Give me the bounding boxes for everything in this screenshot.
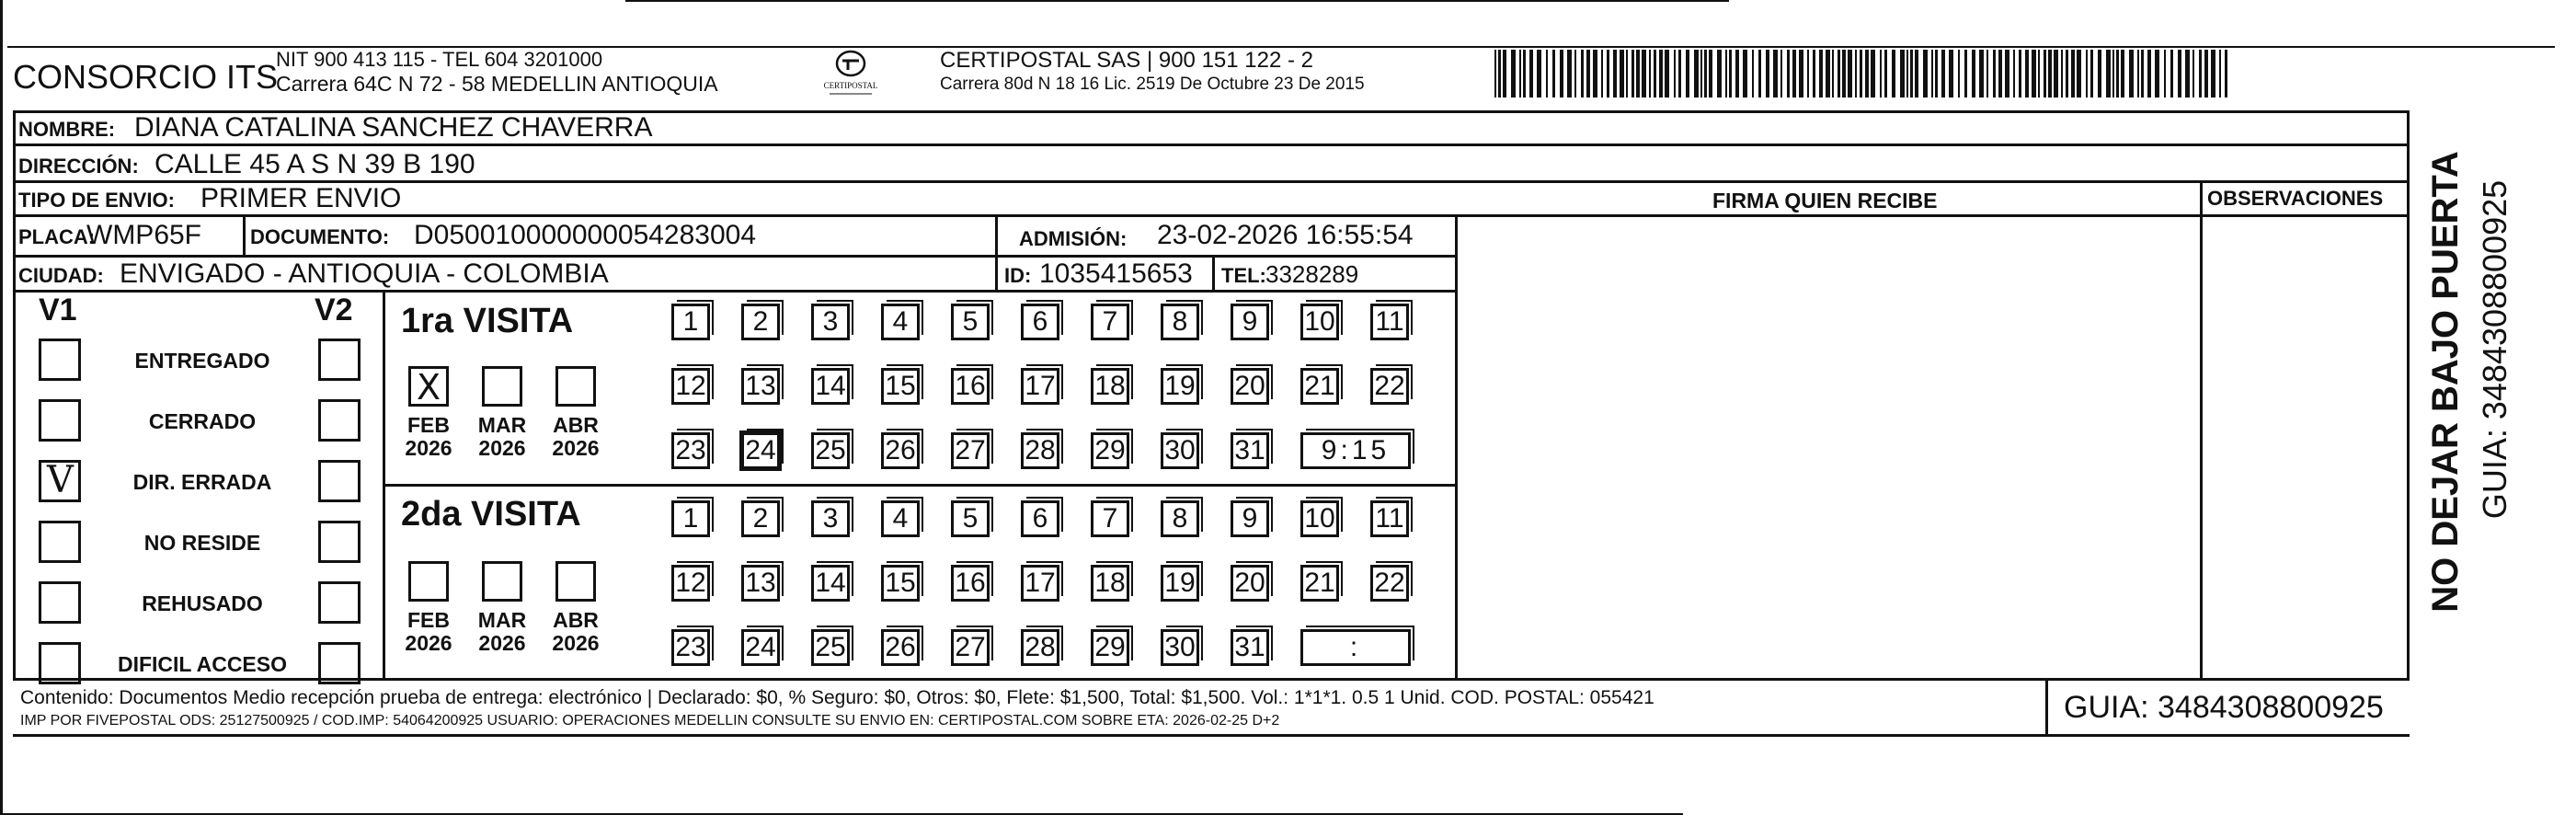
barcode-bar — [1935, 50, 1938, 98]
day-box[interactable]: 25 — [811, 629, 850, 666]
id-value: 1035415653 — [1039, 258, 1193, 289]
month-label: ABR 2026 — [552, 608, 600, 656]
id-label: ID: — [1004, 264, 1032, 287]
day-box[interactable]: 12 — [671, 565, 710, 602]
barcode-bar — [1842, 50, 1846, 98]
day-box[interactable]: 31 — [1231, 629, 1269, 666]
barcode-bar — [1964, 50, 1967, 98]
v1-checkbox[interactable] — [39, 460, 81, 502]
v1-header: V1 — [39, 293, 77, 327]
barcode-bar — [1838, 50, 1840, 98]
day-box[interactable]: 19 — [1161, 368, 1199, 405]
left-edge — [0, 0, 3, 815]
barcode-bar — [1523, 50, 1526, 98]
day-box[interactable]: 6 — [1021, 304, 1059, 340]
barcode-bar — [2048, 50, 2052, 98]
row-line — [13, 143, 2410, 146]
barcode-bar — [2112, 50, 2114, 98]
placa-value: WMP65F — [86, 220, 202, 250]
barcode-bar — [1986, 50, 1988, 98]
direccion-label: DIRECCIÓN: — [18, 155, 139, 178]
barcode-bar — [1813, 50, 1815, 98]
day-box[interactable]: 29 — [1091, 629, 1129, 666]
day-box[interactable]: 29 — [1091, 432, 1129, 469]
day-box[interactable]: 4 — [881, 500, 920, 537]
barcode-bar — [2061, 50, 2063, 98]
barcode-bar — [2066, 50, 2068, 98]
barcode-bar — [1892, 50, 1895, 98]
day-box[interactable]: 9 — [1231, 304, 1269, 340]
guia-side-text: GUIA: 3484308800925 — [2476, 179, 2513, 520]
day-box[interactable]: 31 — [1231, 432, 1269, 469]
day-box[interactable]: 27 — [951, 432, 990, 469]
day-box[interactable]: 3 — [811, 500, 850, 537]
day-box[interactable]: 2 — [741, 304, 780, 340]
barcode-bar — [1787, 50, 1790, 98]
barcode-bar — [1826, 50, 1830, 98]
barcode-bar — [1931, 50, 1933, 98]
barcode-bar — [1915, 50, 1918, 98]
day-box[interactable]: 21 — [1300, 565, 1339, 602]
barcode-bar — [1642, 50, 1646, 98]
barcode-bar — [2106, 50, 2111, 98]
direccion-value: CALLE 45 A S N 39 B 190 — [155, 149, 475, 179]
day-box[interactable]: 10 — [1300, 500, 1339, 537]
v2-header: V2 — [315, 293, 353, 327]
v1-checkbox[interactable] — [39, 642, 81, 684]
day-box[interactable]: 5 — [951, 500, 990, 537]
day-box[interactable]: 6 — [1021, 500, 1059, 537]
barcode-bar — [1923, 50, 1928, 98]
tipo-envio-value: PRIMER ENVIO — [200, 183, 402, 213]
option-label: CERRADO — [148, 409, 257, 433]
barcode-bar — [2178, 50, 2181, 98]
month-mark: X — [417, 367, 441, 408]
barcode-bar — [2199, 50, 2202, 98]
barcode-bar — [1674, 50, 1676, 98]
month-checkbox[interactable] — [555, 561, 596, 602]
company-name: CONSORCIO ITS — [13, 58, 279, 96]
barcode-bar — [1654, 50, 1656, 98]
operator-line-1: CERTIPOSTAL SAS | 900 151 122 - 2 — [940, 48, 1313, 73]
placa-label: PLACA: — [18, 225, 96, 248]
option-label: ENTREGADO — [134, 349, 270, 373]
barcode-bar — [1631, 50, 1634, 98]
day-box[interactable]: 28 — [1021, 629, 1059, 666]
barcode-bar — [1546, 50, 1548, 98]
v2-checkbox[interactable] — [318, 399, 361, 442]
day-box[interactable]: 1 — [671, 500, 710, 537]
col-line — [2200, 180, 2203, 681]
imp-line: IMP POR FIVEPOSTAL ODS: 25127500925 / COD.IMP: 54064200925 USUARIO: OPERACIONES MEDELLIN CONSULTE SU ENVIO EN: CERTIPOSTAL.COM SOBRE ETA: 2026-02-25 D+2 — [20, 713, 1280, 729]
barcode-bar — [1743, 50, 1747, 98]
day-box[interactable]: 20 — [1231, 565, 1269, 602]
day-box[interactable]: 12 — [671, 368, 710, 405]
barcode-bar — [1998, 50, 2002, 98]
col-line — [1455, 214, 1458, 681]
day-box[interactable]: 14 — [811, 565, 850, 602]
v2-checkbox[interactable] — [318, 460, 361, 502]
day-box[interactable]: 1 — [671, 304, 710, 340]
day-box[interactable]: 3 — [811, 304, 850, 340]
month-checkbox[interactable] — [555, 366, 596, 407]
barcode-bar — [2038, 50, 2040, 98]
barcode-bar — [1607, 50, 1609, 98]
barcode-bar — [1665, 50, 1669, 98]
month-label: MAR 2026 — [477, 608, 527, 656]
barcode-bar — [1678, 50, 1681, 98]
barcode-bar — [1717, 50, 1722, 98]
day-box[interactable]: 25 — [811, 432, 850, 469]
barcode-bar — [2141, 50, 2144, 98]
barcode-bar — [2129, 50, 2134, 98]
day-box[interactable]: 23 — [671, 432, 710, 469]
barcode-bar — [1855, 50, 1857, 98]
day-box[interactable]: 14 — [811, 368, 850, 405]
barcode-bar — [2137, 50, 2139, 98]
day-box[interactable]: 9 — [1231, 500, 1269, 537]
row-line — [13, 290, 1457, 293]
barcode-bar — [2054, 50, 2058, 98]
barcode-bar — [2044, 50, 2046, 98]
barcode-bar — [1860, 50, 1862, 98]
barcode-bar — [1511, 50, 1516, 98]
barcode-bar — [1773, 50, 1778, 98]
barcode-bar — [1848, 50, 1852, 98]
option-label: NO RESIDE — [143, 531, 261, 555]
option-label: DIFICIL ACCESO — [117, 652, 287, 676]
barcode-bar — [2005, 50, 2009, 98]
barcode-bar — [1792, 50, 1796, 98]
documento-label: DOCUMENTO: — [250, 225, 390, 248]
barcode-bar — [2164, 50, 2166, 98]
barcode-bar — [1729, 50, 1732, 98]
col-line — [1212, 255, 1215, 290]
barcode-bar — [1574, 50, 1576, 98]
company-info-1: NIT 900 413 115 - TEL 604 3201000 — [276, 48, 603, 71]
barcode-bar — [2225, 50, 2227, 98]
barcode-bar — [1910, 50, 1913, 98]
top-tear-line — [625, 0, 1729, 2]
svg-text:CERTIPOSTAL: CERTIPOSTAL — [823, 81, 878, 90]
barcode-bar — [1694, 50, 1699, 98]
ciudad-label: CIUDAD: — [18, 264, 104, 287]
no-dejar-text: NO DEJAR BAJO PUERTA — [2425, 151, 2466, 613]
barcode-bar — [1494, 50, 1496, 98]
barcode-bar — [1586, 50, 1590, 98]
barcode-bar — [1601, 50, 1603, 98]
day-box[interactable]: 17 — [1021, 368, 1059, 405]
v2-checkbox[interactable] — [318, 642, 361, 684]
tel-value: 3328289 — [1265, 260, 1359, 288]
barcode-bar — [1529, 50, 1533, 98]
day-box[interactable]: 26 — [881, 432, 920, 469]
tipo-envio-label: TIPO DE ENVIO: — [18, 189, 175, 212]
v2-checkbox[interactable] — [318, 339, 361, 381]
nombre-value: DIANA CATALINA SANCHEZ CHAVERRA — [134, 112, 653, 143]
month-checkbox[interactable] — [482, 561, 522, 602]
barcode-bar — [2211, 50, 2215, 98]
barcode-bar — [1620, 50, 1624, 98]
month-label: MAR 2026 — [477, 413, 527, 461]
day-box[interactable]: 24 — [741, 629, 780, 666]
barcode-bar — [1735, 50, 1739, 98]
tel-label: TEL: — [1221, 264, 1266, 287]
barcode-bar — [1649, 50, 1651, 98]
barcode-bar — [1567, 50, 1572, 98]
barcode-bar — [1799, 50, 1803, 98]
day-box[interactable]: 28 — [1021, 432, 1059, 469]
option-label: REHUSADO — [142, 591, 263, 615]
day-box[interactable]: 27 — [951, 629, 990, 666]
barcode-bar — [1941, 50, 1945, 98]
barcode-bar — [1993, 50, 1996, 98]
barcode-bar — [1519, 50, 1521, 98]
admision-label: ADMISIÓN: — [1019, 227, 1128, 250]
day-box[interactable]: 21 — [1300, 368, 1339, 405]
barcode-bar — [2192, 50, 2194, 98]
barcode-bar — [1581, 50, 1584, 98]
day-box[interactable]: 26 — [881, 629, 920, 666]
barcode-bar — [2204, 50, 2208, 98]
day-box[interactable]: 15 — [881, 368, 920, 405]
day-box[interactable]: 30 — [1161, 629, 1199, 666]
day-box[interactable]: 8 — [1161, 304, 1199, 340]
barcode-bar — [2170, 50, 2173, 98]
v1-checkbox[interactable] — [39, 339, 81, 381]
day-box[interactable]: 15 — [881, 565, 920, 602]
barcode-bar — [1700, 50, 1702, 98]
day-box[interactable]: 7 — [1091, 500, 1129, 537]
barcode-bar — [1884, 50, 1887, 98]
month-label: FEB 2026 — [405, 413, 452, 461]
barcode-bar — [1503, 50, 1506, 98]
barcode-bar — [2098, 50, 2101, 98]
barcode-bar — [1766, 50, 1769, 98]
day-box[interactable]: 24 — [741, 432, 780, 469]
day-box[interactable]: 18 — [1091, 565, 1129, 602]
barcode-bar — [1906, 50, 1908, 98]
check-mark: V — [47, 459, 74, 501]
day-box[interactable]: 4 — [881, 304, 920, 340]
barcode-bar — [2077, 50, 2081, 98]
col-line — [2045, 681, 2048, 736]
barcode-bar — [2116, 50, 2119, 98]
day-box[interactable]: 11 — [1370, 304, 1409, 340]
day-box[interactable]: 11 — [1370, 500, 1409, 537]
barcode-bar — [2019, 50, 2021, 98]
barcode-bar — [1560, 50, 1563, 98]
day-box[interactable]: 22 — [1370, 368, 1409, 405]
barcode-bar — [1709, 50, 1712, 98]
time-box[interactable]: : — [1300, 629, 1411, 666]
day-box[interactable]: 17 — [1021, 565, 1059, 602]
barcode-bar — [1807, 50, 1809, 98]
day-box[interactable]: 13 — [741, 565, 780, 602]
barcode-bar — [1552, 50, 1555, 98]
day-box[interactable]: 23 — [671, 629, 710, 666]
barcode-bar — [1725, 50, 1727, 98]
month-checkbox[interactable] — [408, 366, 449, 407]
barcode-bar — [2147, 50, 2151, 98]
col-line — [243, 214, 246, 255]
day-box[interactable]: 16 — [951, 565, 990, 602]
barcode-bar — [1780, 50, 1782, 98]
barcode-bar — [1900, 50, 1905, 98]
v2-checkbox[interactable] — [318, 581, 361, 624]
second-visit-title: 2da VISITA — [401, 495, 581, 534]
day-box[interactable]: 18 — [1091, 368, 1129, 405]
barcode-bar — [2013, 50, 2015, 98]
barcode-bar — [2090, 50, 2093, 98]
first-visit-title: 1ra VISITA — [401, 302, 574, 340]
barcode-bar — [1865, 50, 1869, 98]
barcode-bar — [1979, 50, 1984, 98]
v2-checkbox[interactable] — [318, 521, 361, 563]
barcode-bar — [1752, 50, 1754, 98]
barcode-bar — [1880, 50, 1882, 98]
day-box[interactable]: 10 — [1300, 304, 1339, 340]
day-box[interactable]: 22 — [1370, 565, 1409, 602]
barcode-bar — [2025, 50, 2029, 98]
barcode-bar — [1498, 50, 1501, 98]
contenido-line: Contenido: Documentos Medio recepción prueba de entrega: electrónico | Declarado: $0, % Seguro: $0, Otros: $0, Flete: $1,500, Total: $1,500. Vol.: 1*1*1. 0.5 1 Unid. COD. POSTAL: 055421 — [20, 687, 1654, 708]
day-box[interactable]: 5 — [951, 304, 990, 340]
day-box[interactable]: 16 — [951, 368, 990, 405]
observaciones-header: OBSERVACIONES — [2207, 187, 2384, 210]
barcode-bar — [1537, 50, 1541, 98]
barcode-bar — [1958, 50, 1960, 98]
v1-checkbox[interactable] — [39, 521, 81, 563]
barcode-bar — [1593, 50, 1597, 98]
day-box[interactable]: 13 — [741, 368, 780, 405]
barcode-bar — [2071, 50, 2075, 98]
firma-header: FIRMA QUIEN RECIBE — [1712, 189, 1938, 212]
barcode-bar — [1949, 50, 1953, 98]
barcode-bar — [2032, 50, 2036, 98]
operator-line-2: Carrera 80d N 18 16 Lic. 2519 De Octubre 23 De 2015 — [940, 75, 1365, 94]
barcode-bar — [1871, 50, 1875, 98]
col-line — [995, 214, 998, 290]
barcode-bar — [1659, 50, 1663, 98]
barcode-bar — [1758, 50, 1761, 98]
month-label: FEB 2026 — [405, 608, 452, 656]
barcode-bar — [2086, 50, 2088, 98]
no-dejar-label — [2419, 120, 2472, 644]
time-box[interactable]: 9:15 — [1300, 432, 1411, 469]
row-line — [383, 484, 1457, 487]
v1-checkbox[interactable] — [39, 399, 81, 442]
barcode-bar — [1704, 50, 1707, 98]
barcode-bar — [1613, 50, 1617, 98]
barcode-bar — [1832, 50, 1834, 98]
certipostal-logo — [809, 48, 892, 99]
barcode — [1494, 50, 2230, 98]
month-checkbox[interactable] — [482, 366, 522, 407]
barcode-bar — [1819, 50, 1823, 98]
day-box[interactable]: 7 — [1091, 304, 1129, 340]
guia-side-label — [2474, 120, 2516, 580]
ciudad-value: ENVIGADO - ANTIOQUIA - COLOMBIA — [120, 258, 609, 289]
day-box[interactable]: 20 — [1231, 368, 1269, 405]
admision-value: 23-02-2026 16:55:54 — [1157, 220, 1414, 250]
option-label: DIR. ERRADA — [132, 470, 272, 494]
barcode-bar — [1972, 50, 1975, 98]
barcode-bar — [1636, 50, 1640, 98]
company-info-2: Carrera 64C N 72 - 58 MEDELLIN ANTIOQUIA — [276, 72, 718, 96]
barcode-bar — [2219, 50, 2221, 98]
barcode-bar — [1686, 50, 1689, 98]
barcode-bar — [2121, 50, 2124, 98]
day-box[interactable]: 19 — [1161, 565, 1199, 602]
row-line — [13, 255, 1457, 258]
day-box[interactable]: 30 — [1161, 432, 1199, 469]
row-line — [13, 214, 2410, 217]
documento-value: D050010000000054283004 — [414, 220, 757, 250]
nombre-label: NOMBRE: — [18, 118, 116, 141]
barcode-bar — [2155, 50, 2159, 98]
day-box[interactable]: 2 — [741, 500, 780, 537]
barcode-bar — [2185, 50, 2190, 98]
month-checkbox[interactable] — [408, 561, 449, 602]
day-box[interactable]: 8 — [1161, 500, 1199, 537]
guia-footer: GUIA: 3484308800925 — [2064, 690, 2384, 725]
row-line — [13, 734, 2410, 737]
barcode-bar — [1626, 50, 1628, 98]
month-label: ABR 2026 — [552, 413, 600, 461]
v1-checkbox[interactable] — [39, 581, 81, 624]
